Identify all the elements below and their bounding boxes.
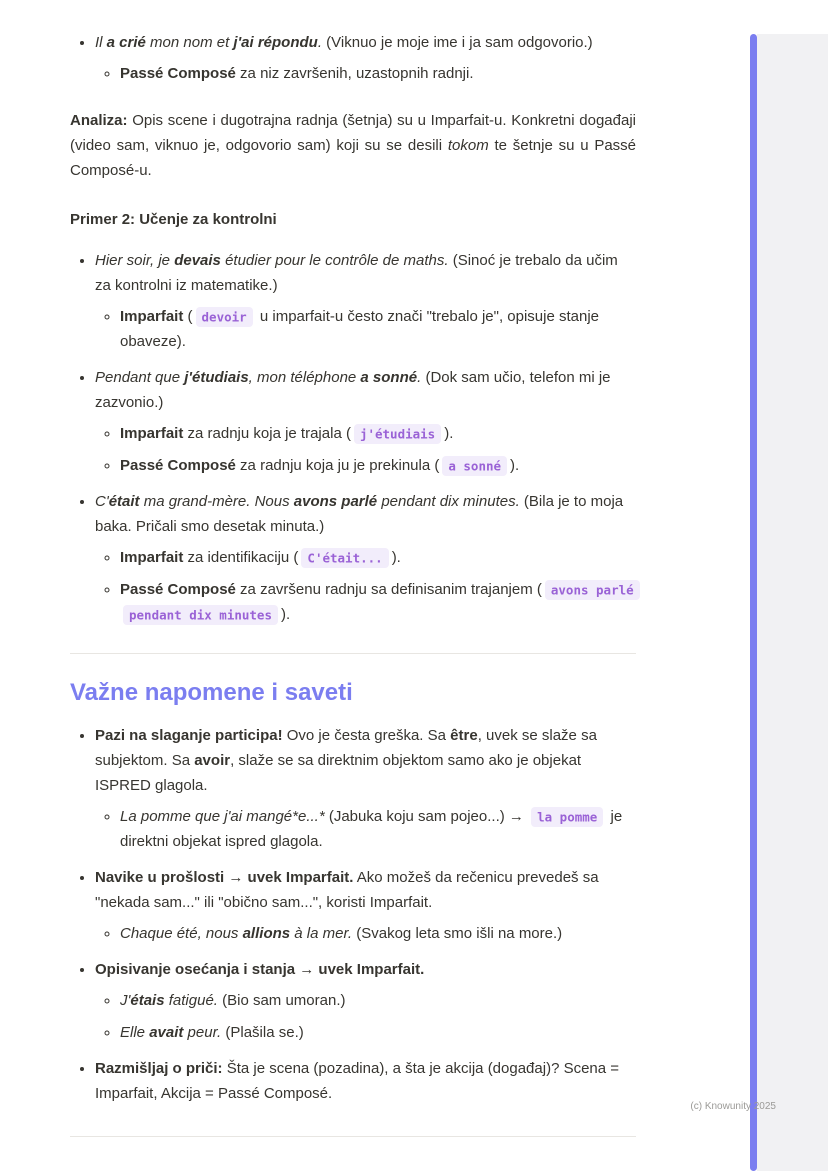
sub-bullet-item: [120, 61, 636, 86]
sub-list: [95, 304, 636, 354]
bullet-text: Navike u prošlosti → uvek Imparfait. Ako možeš da rečenicu prevedeš sa "nekada sam..." ili "obično sam...", koristi Imparfait.: [95, 869, 599, 911]
bullet-item-navike: [95, 865, 636, 946]
primer2-heading: Primer 2: Učenje za kontrolni: [70, 211, 277, 228]
sub-bullet-item: [120, 804, 636, 854]
primer2-list: [70, 248, 636, 627]
sub-bullet-item: [120, 988, 636, 1013]
scrollbar-thumb[interactable]: [750, 34, 757, 1171]
sub-bullet-text: J'étais fatigué. (Bio sam umoran.): [120, 992, 346, 1009]
bullet-item-crie: [95, 30, 636, 86]
watermark: (c) Knowunity 2025: [690, 1101, 776, 1112]
document-content: [70, 30, 636, 1137]
bullet-text: Il a crié mon nom et j'ai répondu. (Viknuo je moje ime i ja sam odgovorio.): [95, 34, 593, 51]
sub-bullet-text: Chaque été, nous allions à la mer. (Svakog leta smo išli na more.): [120, 925, 563, 942]
sub-bullet-text: Imparfait za radnju koja je trajala ( j'étudiais ).: [120, 425, 454, 442]
napomene-list: [70, 723, 636, 1106]
sub-bullet-item: [120, 421, 636, 446]
bullet-item-hier: [95, 248, 636, 354]
sub-bullet-text: Imparfait ( devoir u imparfait-u često znači "trebalo je", opisuje stanje obaveze).: [120, 308, 600, 350]
bullet-text: C'était ma grand-mère. Nous avons parlé pendant dix minutes. (Bila je to moja baka. Pričali smo desetak minuta.): [95, 493, 624, 535]
sub-bullet-item: [120, 921, 636, 946]
sub-bullet-text: Elle avait peur. (Plašila se.): [120, 1024, 304, 1041]
sub-list: [95, 421, 636, 478]
bullet-item-opisivanje: [95, 957, 636, 1045]
right-gutter: [757, 34, 828, 1171]
sub-bullet-item: [120, 545, 636, 570]
sub-list: [95, 988, 636, 1045]
bullet-text: Razmišljaj o priči: Šta je scena (pozadina), a šta je akcija (događaj)? Scena = Imparfait, Akcija = Passé Composé.: [95, 1060, 620, 1102]
sub-bullet-text: Passé Composé za završenu radnju sa definisanim trajanjem ( avons parlé pendant dix minutes ).: [120, 581, 643, 623]
bullet-text: Opisivanje osećanja i stanja → uvek Imparfait.: [95, 961, 425, 978]
sub-list: [95, 61, 636, 86]
bullet-text: Hier soir, je devais étudier pour le contrôle de maths. (Sinoć je trebalo da učim za kontrolni iz matematike.): [95, 252, 618, 294]
sub-list: [95, 545, 636, 627]
bullet-text: Pendant que j'étudiais, mon téléphone a sonné. (Dok sam učio, telefon mi je zazvonio.): [95, 369, 611, 411]
passe-compose-list: [70, 30, 636, 86]
analysis-paragraph: Analiza: Opis scene i dugotrajna radnja (šetnja) su u Imparfait-u. Konkretni događaji (video sam, viknuo je, odgovorio sam) koji su se desili tokom te šetnje su u Passé Composé-u.: [70, 112, 637, 179]
sub-bullet-text: Passé Composé za radnju koja ju je prekinula ( a sonné ).: [120, 457, 520, 474]
bullet-item-cetait: [95, 489, 636, 627]
sub-bullet-item: [120, 577, 636, 627]
bullet-item-pazi: [95, 723, 636, 854]
bullet-item-razmisljaj: [95, 1056, 636, 1106]
sub-bullet-text: Passé Composé za niz završenih, uzastopnih radnji.: [120, 65, 474, 82]
bullet-text: Pazi na slaganje participa! Ovo je česta greška. Sa être, uvek se slaže sa subjektom. Sa avoir, slaže se sa direktnim objektom samo ako je objekat ISPRED glagola.: [95, 727, 597, 794]
section-divider: [70, 653, 636, 654]
sub-bullet-text: La pomme que j'ai mangé*e...* (Jabuka koju sam pojeo...) → la pomme je direktni objekat ispred glagola.: [120, 808, 623, 850]
sub-bullet-item: [120, 453, 636, 478]
sub-list: [95, 804, 636, 854]
section-heading: Važne napomene i saveti: [70, 679, 353, 706]
sub-bullet-item: [120, 304, 636, 354]
sub-bullet-item: [120, 1020, 636, 1045]
sub-list: [95, 921, 636, 946]
sub-bullet-text: Imparfait za identifikaciju ( C'était... ).: [120, 549, 401, 566]
bullet-item-pendant: [95, 365, 636, 478]
bottom-divider: [70, 1136, 636, 1137]
